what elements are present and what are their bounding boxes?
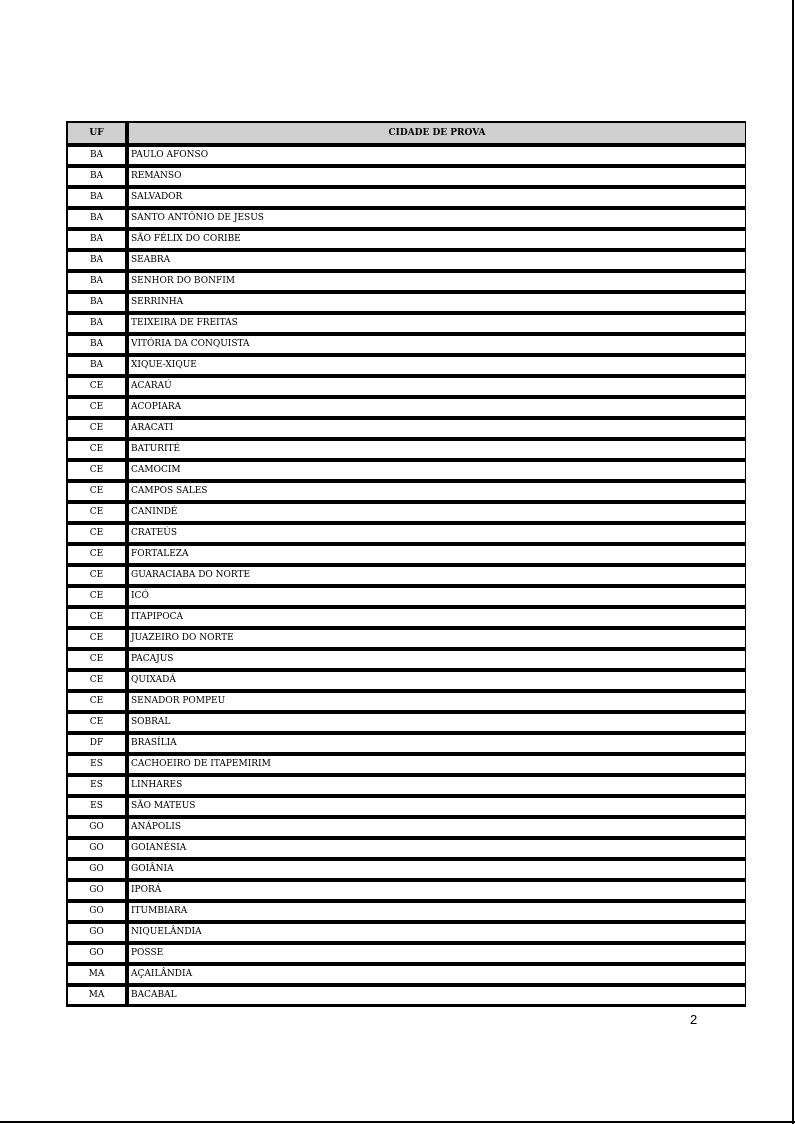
- row-uf: CE: [68, 399, 129, 420]
- table-row: [68, 840, 745, 861]
- header-city: CIDADE DE PROVA: [129, 123, 745, 147]
- table-row: [68, 147, 745, 168]
- table-row: [68, 819, 745, 840]
- table-row: [68, 693, 745, 714]
- row-uf: GO: [68, 924, 129, 945]
- row-city: ARACATI: [129, 420, 745, 441]
- row-city: JUAZEIRO DO NORTE: [129, 630, 745, 651]
- row-city: ACOPIARA: [129, 399, 745, 420]
- row-city: GUARACIABA DO NORTE: [129, 567, 745, 588]
- header-uf: UF: [68, 123, 129, 147]
- row-city: REMANSO: [129, 168, 745, 189]
- row-uf: CE: [68, 441, 129, 462]
- row-city: POSSE: [129, 945, 745, 966]
- row-city: SENADOR POMPEU: [129, 693, 745, 714]
- row-uf: CE: [68, 462, 129, 483]
- table-row: [68, 210, 745, 231]
- table-row: [68, 987, 745, 1007]
- row-city: IPORÁ: [129, 882, 745, 903]
- table-row: [68, 609, 745, 630]
- table-row: [68, 252, 745, 273]
- table-row: [68, 189, 745, 210]
- table-row: [68, 399, 745, 420]
- row-city: ITAPIPOCA: [129, 609, 745, 630]
- table-row: [68, 504, 745, 525]
- row-uf: CE: [68, 420, 129, 441]
- row-city: CAMPOS SALES: [129, 483, 745, 504]
- row-uf: GO: [68, 903, 129, 924]
- table-row: [68, 336, 745, 357]
- row-city: QUIXADÁ: [129, 672, 745, 693]
- row-city: LINHARES: [129, 777, 745, 798]
- row-uf: CE: [68, 693, 129, 714]
- row-city: FORTALEZA: [129, 546, 745, 567]
- row-uf: BA: [68, 273, 129, 294]
- row-city: SOBRAL: [129, 714, 745, 735]
- row-uf: BA: [68, 168, 129, 189]
- row-city: GOIÂNIA: [129, 861, 745, 882]
- table-row: [68, 420, 745, 441]
- table-row: [68, 546, 745, 567]
- row-city: SANTO ANTÔNIO DE JESUS: [129, 210, 745, 231]
- row-uf: MA: [68, 966, 129, 987]
- row-uf: CE: [68, 630, 129, 651]
- row-city: PAULO AFONSO: [129, 147, 745, 168]
- row-city: CAMOCIM: [129, 462, 745, 483]
- row-uf: CE: [68, 525, 129, 546]
- row-uf: ES: [68, 777, 129, 798]
- table-header-row: [68, 123, 745, 147]
- table-row: [68, 903, 745, 924]
- table-row: [68, 462, 745, 483]
- row-city: ICÓ: [129, 588, 745, 609]
- row-city: SEABRA: [129, 252, 745, 273]
- row-uf: BA: [68, 189, 129, 210]
- table-row: [68, 441, 745, 462]
- table-row: [68, 672, 745, 693]
- table-row: [68, 924, 745, 945]
- row-uf: GO: [68, 840, 129, 861]
- row-uf: CE: [68, 714, 129, 735]
- row-uf: CE: [68, 378, 129, 399]
- row-city: XIQUE-XIQUE: [129, 357, 745, 378]
- row-uf: GO: [68, 819, 129, 840]
- row-uf: GO: [68, 861, 129, 882]
- row-uf: ES: [68, 798, 129, 819]
- row-city: ITUMBIARA: [129, 903, 745, 924]
- row-city: BRASÍLIA: [129, 735, 745, 756]
- table-row: [68, 168, 745, 189]
- row-city: VITÓRIA DA CONQUISTA: [129, 336, 745, 357]
- row-uf: BA: [68, 336, 129, 357]
- row-city: ACARAÚ: [129, 378, 745, 399]
- table-row: [68, 630, 745, 651]
- row-city: GOIANÉSIA: [129, 840, 745, 861]
- row-uf: CE: [68, 651, 129, 672]
- row-city: CRATEÚS: [129, 525, 745, 546]
- table-row: [68, 315, 745, 336]
- row-uf: CE: [68, 588, 129, 609]
- row-uf: CE: [68, 504, 129, 525]
- row-city: BACABAL: [129, 987, 745, 1007]
- row-city: BATURITÉ: [129, 441, 745, 462]
- table-row: [68, 378, 745, 399]
- exam-city-table: [66, 121, 746, 1007]
- table-row: [68, 588, 745, 609]
- table-row: [68, 966, 745, 987]
- row-uf: GO: [68, 945, 129, 966]
- row-uf: CE: [68, 483, 129, 504]
- table-row: [68, 567, 745, 588]
- row-city: PACAJUS: [129, 651, 745, 672]
- row-uf: CE: [68, 546, 129, 567]
- table-row: [68, 651, 745, 672]
- row-uf: BA: [68, 315, 129, 336]
- table-row: [68, 756, 745, 777]
- row-uf: BA: [68, 294, 129, 315]
- row-city: CANINDÉ: [129, 504, 745, 525]
- page-edge-right: [792, 0, 794, 1124]
- table-row: [68, 525, 745, 546]
- row-city: SERRINHA: [129, 294, 745, 315]
- row-uf: CE: [68, 672, 129, 693]
- table-row: [68, 798, 745, 819]
- table-row: [68, 357, 745, 378]
- table-row: [68, 777, 745, 798]
- row-city: ANÁPOLIS: [129, 819, 745, 840]
- row-uf: GO: [68, 882, 129, 903]
- table-row: [68, 861, 745, 882]
- row-uf: BA: [68, 231, 129, 252]
- row-uf: CE: [68, 567, 129, 588]
- page-edge-bottom: [0, 1121, 795, 1123]
- row-uf: CE: [68, 609, 129, 630]
- row-city: SÃO FÉLIX DO CORIBE: [129, 231, 745, 252]
- table-row: [68, 714, 745, 735]
- table-row: [68, 882, 745, 903]
- row-uf: BA: [68, 210, 129, 231]
- row-uf: BA: [68, 357, 129, 378]
- row-uf: BA: [68, 147, 129, 168]
- row-city: SALVADOR: [129, 189, 745, 210]
- row-city: CACHOEIRO DE ITAPEMIRIM: [129, 756, 745, 777]
- table-row: [68, 735, 745, 756]
- row-city: SENHOR DO BONFIM: [129, 273, 745, 294]
- row-uf: ES: [68, 756, 129, 777]
- page-number: 2: [690, 1012, 698, 1027]
- row-city: AÇAILÂNDIA: [129, 966, 745, 987]
- row-uf: BA: [68, 252, 129, 273]
- table-row: [68, 483, 745, 504]
- table-row: [68, 294, 745, 315]
- row-uf: MA: [68, 987, 129, 1007]
- table-row: [68, 273, 745, 294]
- row-uf: DF: [68, 735, 129, 756]
- table-row: [68, 945, 745, 966]
- table-row: [68, 231, 745, 252]
- row-city: TEIXEIRA DE FREITAS: [129, 315, 745, 336]
- row-city: SÃO MATEUS: [129, 798, 745, 819]
- row-city: NIQUELÂNDIA: [129, 924, 745, 945]
